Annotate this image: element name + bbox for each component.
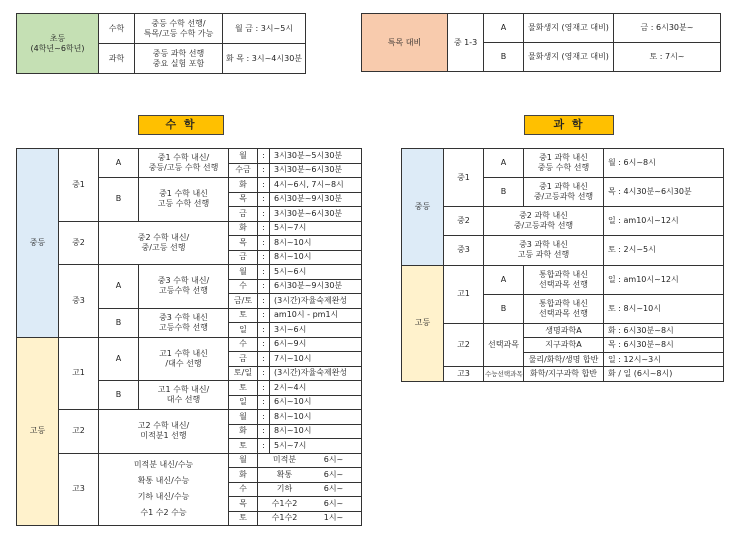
time-cell: 6시~9시 (270, 337, 362, 352)
description-cell: 중3 수학 내신 고등수학 선행 (139, 308, 229, 337)
class-cell: B (484, 43, 524, 72)
time-cell: 금 : 6시30분~ (614, 14, 721, 43)
day-cell: 토 (229, 511, 258, 526)
course-cell: 물화생지 (영재고 대비) (524, 43, 614, 72)
special-group-label: 특목 대비 (362, 14, 448, 72)
day-cell: 수 (229, 482, 258, 497)
time-cell: 목 : 6시30분~8시 (604, 338, 724, 353)
day-cell: 목 (229, 236, 258, 251)
day-cell: 화 (229, 468, 258, 483)
time-cell: 화 : 6시30분~8시 (604, 323, 724, 338)
time-cell: 일 : am10시~12시 (604, 265, 724, 294)
class-cell: A (99, 265, 139, 309)
time-cell: 화 / 일 (6시~8시) (604, 367, 724, 382)
description-cell: 통합과학 내신 선택과목 선행 (524, 265, 604, 294)
description-cell: 중1 과학 내신 중/고등과학 선행 (524, 178, 604, 207)
time-cell: 6시30분~9시30분 (270, 192, 362, 207)
special-prep-table (361, 13, 721, 72)
time-cell: 일 : am10시~12시 (604, 207, 724, 236)
colon-cell: : (258, 178, 270, 193)
h3-time-cell: 미적분 6시~ (258, 453, 362, 468)
class-cell: A (484, 265, 524, 294)
time-cell: 3시~6시 (270, 323, 362, 338)
class-cell: B (99, 178, 139, 222)
time-cell: 토 : 2시~5시 (604, 236, 724, 265)
day-cell: 수 (229, 279, 258, 294)
colon-cell: : (258, 323, 270, 338)
description-cell: 고2 수학 내신/ 미적분1 선행 (99, 410, 229, 454)
day-cell: 화 (229, 424, 258, 439)
description-cell: 미적분 내신/수능 확통 내신/수능 기하 내신/수능 수1 수2 수능 (99, 453, 229, 526)
class-cell: A (484, 149, 524, 178)
description-cell: 중1 과학 내신 중등 수학 선행 (524, 149, 604, 178)
h3-time-cell: 확통 6시~ (258, 468, 362, 483)
time-cell: 토 : 8시~10시 (604, 294, 724, 323)
day-cell: 수금 (229, 163, 258, 178)
colon-cell: : (258, 192, 270, 207)
colon-cell: : (258, 395, 270, 410)
h3-time-cell: 기하 6시~ (258, 482, 362, 497)
grade-cell: 고3 (444, 367, 484, 382)
time-cell: 토 : 7시~ (614, 43, 721, 72)
science-table (401, 148, 724, 382)
grade-cell: 중2 (59, 221, 99, 265)
class-cell: A (484, 14, 524, 43)
day-cell: 토 (229, 308, 258, 323)
time-cell: 6시30분~9시30분 (270, 279, 362, 294)
colon-cell: : (258, 294, 270, 309)
time-cell: (3시간)자율숙제완성 (270, 366, 362, 381)
science-section-header: 과 학 (524, 115, 614, 135)
grade-cell: 중2 (444, 207, 484, 236)
day-cell: 월 (229, 453, 258, 468)
description-cell: 고1 수학 내신 /대수 선행 (139, 337, 229, 381)
grade-cell: 중1 (59, 149, 99, 222)
time-cell: 일 : 12시~3시 (604, 352, 724, 367)
description-cell: 중등 수학 선행/ 특목/고등 수학 가능 (135, 14, 223, 44)
colon-cell: : (258, 149, 270, 164)
class-cell: B (99, 308, 139, 337)
time-cell: 월 : 6시~8시 (604, 149, 724, 178)
grade-cell: 고1 (444, 265, 484, 323)
colon-cell: : (258, 424, 270, 439)
colon-cell: : (258, 352, 270, 367)
elementary-group-sub: (4학년~6학년) (30, 43, 85, 53)
grade-cell: 중1 (444, 149, 484, 207)
math-middle-group: 중등 (17, 149, 59, 338)
special-grade: 중 1-3 (448, 14, 484, 72)
grade-cell: 고1 (59, 337, 99, 410)
grade-cell: 고2 (59, 410, 99, 454)
day-cell: 금 (229, 250, 258, 265)
day-cell: 토 (229, 381, 258, 396)
course-cell: 화학/지구과학 합반 (524, 367, 604, 382)
class-cell: A (99, 337, 139, 381)
description-cell: 중1 수학 내신 고등 수학 선행 (139, 178, 229, 222)
day-cell: 금/토 (229, 294, 258, 309)
class-cell: B (99, 381, 139, 410)
colon-cell: : (258, 439, 270, 454)
time-cell: 4시~6시, 7시~8시 (270, 178, 362, 193)
time-cell: (3시간)자율숙제완성 (270, 294, 362, 309)
day-cell: 화 (229, 221, 258, 236)
time-cell: 3시30분~6시30분 (270, 207, 362, 222)
sci-high-group: 고등 (402, 265, 444, 382)
day-cell: 일 (229, 395, 258, 410)
time-cell: am10시 - pm1시 (270, 308, 362, 323)
colon-cell: : (258, 279, 270, 294)
description-cell: 중2 과학 내신 중/고등과학 선행 (484, 207, 604, 236)
class-cell: B (484, 178, 524, 207)
time-cell: 목 : 4시30분~6시30분 (604, 178, 724, 207)
colon-cell: : (258, 410, 270, 425)
class-cell: A (99, 149, 139, 178)
colon-cell: : (258, 236, 270, 251)
day-cell: 목 (229, 192, 258, 207)
elementary-group-label: 초등 (49, 33, 66, 43)
time-cell: 2시~4시 (270, 381, 362, 396)
grade-cell: 중3 (444, 236, 484, 265)
time-cell: 7시~10시 (270, 352, 362, 367)
day-cell: 수 (229, 337, 258, 352)
colon-cell: : (258, 207, 270, 222)
day-cell: 목 (229, 497, 258, 512)
math-high-group: 고등 (17, 337, 59, 526)
description-cell: 중3 과학 내신 고등 과학 선행 (484, 236, 604, 265)
day-cell: 일 (229, 323, 258, 338)
h3-time-cell: 수1수2 1시~ (258, 511, 362, 526)
description-cell: 통합과학 내신 선택과목 선행 (524, 294, 604, 323)
time-cell: 월 금 : 3시~5시 (223, 14, 306, 44)
time-cell: 8시~10시 (270, 236, 362, 251)
day-cell: 토/일 (229, 366, 258, 381)
colon-cell: : (258, 366, 270, 381)
time-cell: 8시~10시 (270, 250, 362, 265)
description-cell: 고1 수학 내신/ 대수 선행 (139, 381, 229, 410)
colon-cell: : (258, 381, 270, 396)
colon-cell: : (258, 308, 270, 323)
colon-cell: : (258, 337, 270, 352)
elementary-table (16, 13, 306, 74)
time-cell: 5시~7시 (270, 221, 362, 236)
time-cell: 5시~7시 (270, 439, 362, 454)
day-cell: 월 (229, 149, 258, 164)
colon-cell: : (258, 163, 270, 178)
elementary-group-cell (17, 14, 99, 74)
time-cell: 8시~10시 (270, 410, 362, 425)
day-cell: 금 (229, 207, 258, 222)
time-cell: 8시~10시 (270, 424, 362, 439)
day-cell: 월 (229, 410, 258, 425)
course-cell: 물리/화학/생명 합반 (524, 352, 604, 367)
math-table (16, 148, 362, 526)
time-cell: 3시30분~5시30분 (270, 149, 362, 164)
grade-cell: 고2 (444, 323, 484, 367)
subject-cell: 과학 (99, 44, 135, 74)
time-cell: 6시~10시 (270, 395, 362, 410)
grade-cell: 고3 (59, 453, 99, 526)
day-cell: 금 (229, 352, 258, 367)
colon-cell: : (258, 265, 270, 280)
description-cell: 중1 수학 내신/ 중등/고등 수학 선행 (139, 149, 229, 178)
course-cell: 생명과학A (524, 323, 604, 338)
grade-cell: 중3 (59, 265, 99, 338)
colon-cell: : (258, 250, 270, 265)
subject-cell: 수학 (99, 14, 135, 44)
time-cell: 화 목 : 3시~4시30분 (223, 44, 306, 74)
course-cell: 지구과학A (524, 338, 604, 353)
day-cell: 월 (229, 265, 258, 280)
day-cell: 화 (229, 178, 258, 193)
h3-time-cell: 수1수2 6시~ (258, 497, 362, 512)
class-cell: B (484, 294, 524, 323)
time-cell: 5시~6시 (270, 265, 362, 280)
course-cell: 물화생지 (영재고 대비) (524, 14, 614, 43)
track-cell: 수능선택과목 (484, 367, 524, 382)
sci-middle-group: 중등 (402, 149, 444, 266)
day-cell: 토 (229, 439, 258, 454)
math-section-header: 수 학 (138, 115, 224, 135)
track-cell: 선택과목 (484, 323, 524, 367)
description-cell: 중2 수학 내신/ 중/고등 선행 (99, 221, 229, 265)
colon-cell: : (258, 221, 270, 236)
description-cell: 중등 과학 선행 중요 실험 포함 (135, 44, 223, 74)
description-cell: 중3 수학 내신/ 고등수학 선행 (139, 265, 229, 309)
time-cell: 3시30분~6시30분 (270, 163, 362, 178)
